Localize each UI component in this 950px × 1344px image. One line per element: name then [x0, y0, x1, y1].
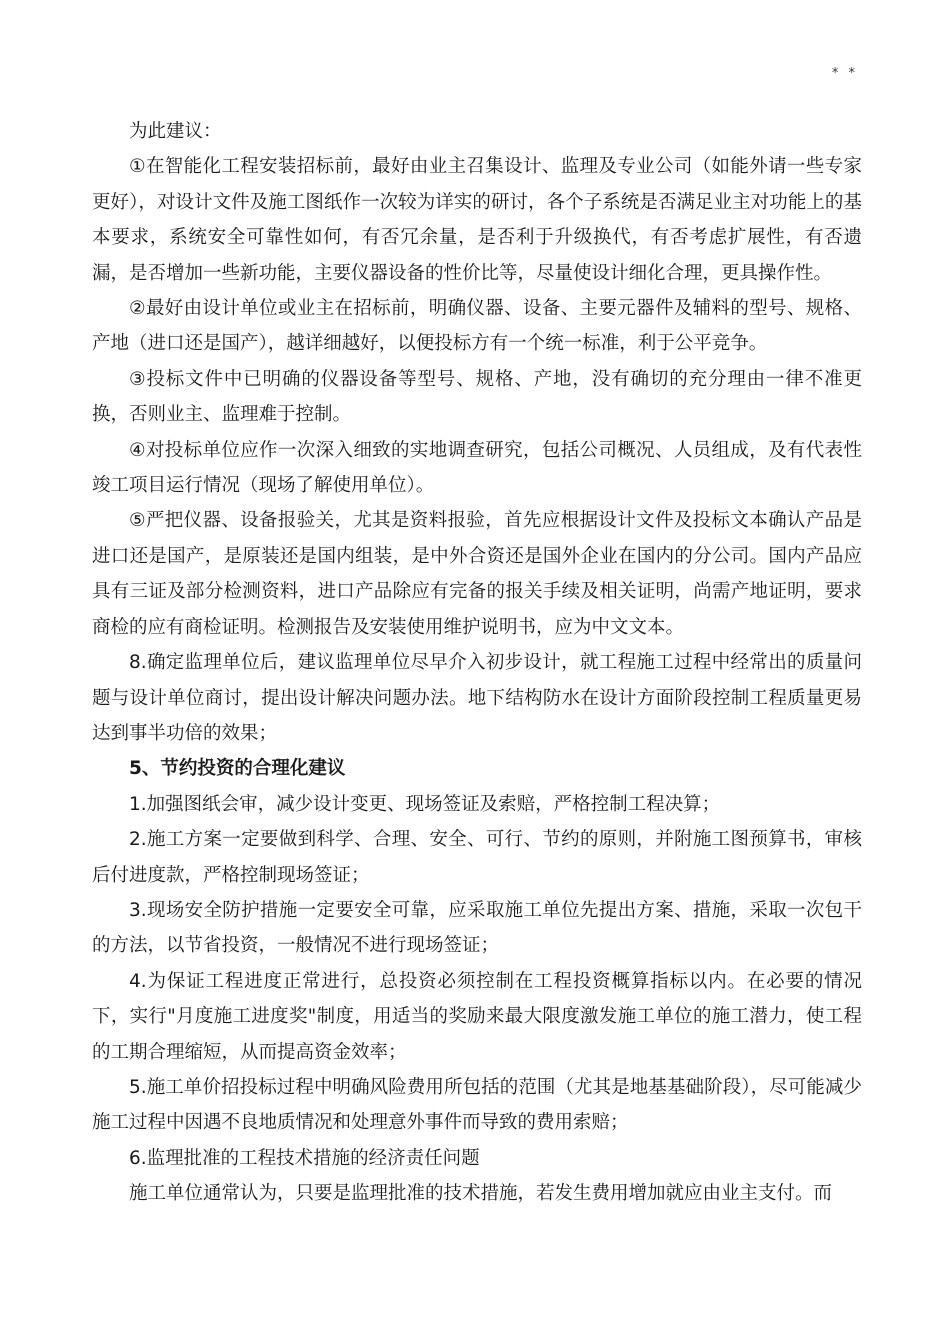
paragraph-continuation: 施工单位通常认为，只要是监理批准的技术措施，若发生费用增加就应由业主支付。而 [129, 1183, 833, 1205]
document-body [92, 114, 862, 1212]
paragraph-point-2: 2.施工方案一定要做到科学、合理、安全、可行、节约的原则，并附施工图预算书，审核后付进度款，严格控制现场签证； [92, 829, 862, 886]
paragraph-point-4: 4.为保证工程进度正常进行，总投资必须控制在工程投资概算指标以内。在必要的情况下，实行"月度施工进度奖"制度，用适当的奖励来最大限度激发施工单位的施工潜力，使工程的工期合理缩短，从而提高资金效率； [92, 970, 862, 1063]
paragraph-point-5: 5.施工单价招投标过程中明确风险费用所包括的范围（尤其是地基基础阶段），尽可能减少施工过程中因遇不良地质情况和处理意外事件而导致的费用索赔； [92, 1076, 862, 1134]
paragraph-item-2: ②最好由设计单位或业主在招标前，明确仪器、设备、主要元器件及辅料的型号、规格、产地（进口还是国产），越详细越好，以便投标方有一个统一标准，利于公平竞争。 [92, 298, 862, 355]
paragraph-item-5: ⑤严把仪器、设备报验关，尤其是资料报验，首先应根据设计文件及投标文本确认产品是进口还是国产，是原装还是国内组装，是中外合资还是国外企业在国内的分公司。国内产品应具有三证及部分检测资料，进口产品除应有完备的报关手续及相关证明，尚需产地证明，要求商检的应有商检证明。检测报告及安装使用维护说明书，应为中文文本。 [92, 510, 862, 638]
section-heading: 5、节约投资的合理化建议 [129, 758, 346, 780]
paragraph-intro: 为此建议： [129, 121, 222, 142]
paragraph-item-8: 8.确定监理单位后，建议监理单位尽早介入初步设计，就工程施工过程中经常出的质量问题与设计单位商讨，提出设计解决问题办法。地下结构防水在设计方面阶段控制工程质量更易达到事半功倍的效果； [92, 652, 862, 744]
paragraph-item-1: ①在智能化工程安装招标前，最好由业主召集设计、监理及专业公司（如能外请一些专家更好），对设计文件及施工图纸作一次较为详实的研讨，各个子系统是否满足业主对功能上的基本要求，系统安全可靠性如何，有否冗余量，是否利于升级换代，有否考虑扩展性，有否遗漏，是否增加一些新功能，主要仪器设备的性价比等，尽量使设计细化合理，更具操作性。 [92, 156, 862, 284]
paragraph-item-3: ③投标文件中已明确的仪器设备等型号、规格、产地，没有确切的充分理由一律不准更换，否则业主、监理难于控制。 [92, 368, 862, 426]
paragraph-point-3: 3.现场安全防护措施一定要安全可靠，应采取施工单位先提出方案、措施，采取一次包干的方法，以节省投资，一般情况不进行现场签证； [92, 899, 862, 957]
header-mark: * * [831, 66, 858, 81]
paragraph-point-6: 6.监理批准的工程技术措施的经济责任问题 [129, 1147, 480, 1169]
paragraph-item-4: ④对投标单位应作一次深入细致的实地调查研究，包括公司概况、人员组成，及有代表性竣工项目运行情况（现场了解使用单位）。 [92, 439, 862, 497]
paragraph-point-1: 1.加强图纸会审，减少设计变更、现场签证及索赔，严格控制工程决算； [129, 793, 721, 815]
